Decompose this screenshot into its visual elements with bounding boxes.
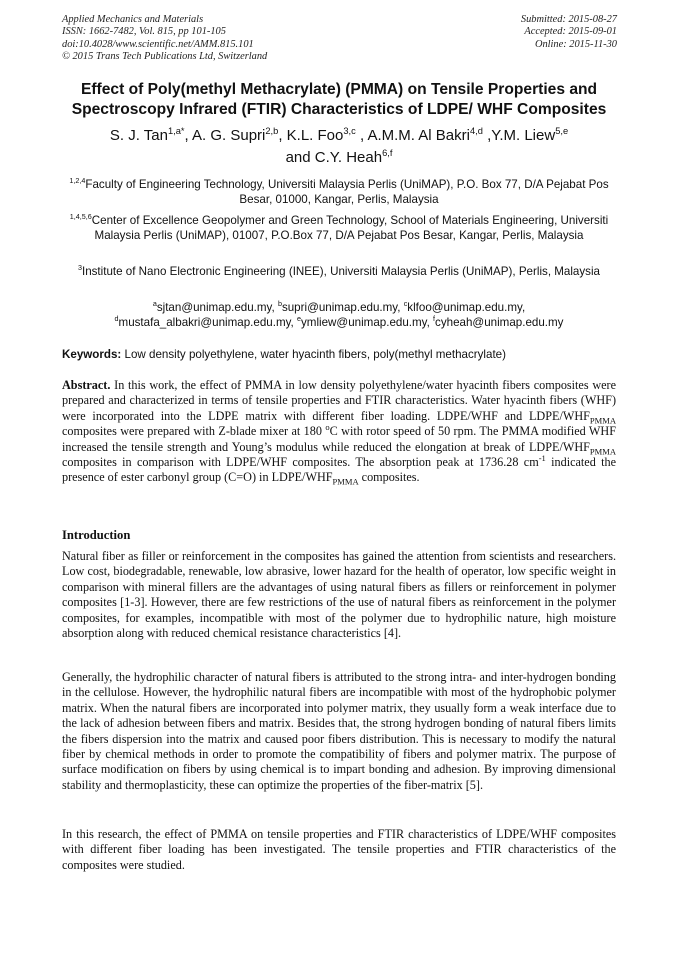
superscript: o bbox=[325, 422, 330, 433]
affiliation-2 bbox=[62, 213, 616, 244]
journal-issn: ISSN: 1662-7482, Vol. 815, pp 101-105 bbox=[62, 26, 226, 38]
abstract-text: indicated the presence of ester carbonyl group (C=O) in LDPE/WHF bbox=[62, 455, 616, 485]
email-link[interactable]: supri@unimap.edu.my, bbox=[281, 301, 404, 314]
author-name: and C.Y. Heah bbox=[285, 149, 383, 166]
author-affiliation-mark: 5,e bbox=[555, 126, 569, 136]
email-mark: a bbox=[152, 299, 157, 309]
affiliation-mark: 3 bbox=[77, 263, 82, 273]
abstract-text: In this work, the effect of PMMA in low density polyethylene/water hyacinth fibers composites were prepared and characterized in terms of tensile properties and FTIR characteristics. Water hyacinth fibers (WHF) were incorporated into the LDPE matrix with different fiber loading. LDPE/WHF and LDPE/WHF bbox=[62, 378, 616, 423]
email-mark: f bbox=[433, 314, 436, 324]
affiliation-1 bbox=[62, 177, 616, 208]
dates-header bbox=[521, 14, 617, 51]
author-affiliation-mark: 4,d bbox=[469, 126, 483, 136]
author-affiliation-mark: 3,c bbox=[343, 126, 356, 136]
affiliation-text: Faculty of Engineering Technology, Universiti Malaysia Perlis (UniMAP), P.O. Box 77, D/A Pejabat Pos Besar, 01000, Kangar, Perlis, Malaysia bbox=[85, 178, 609, 207]
subscript: PMMA bbox=[332, 476, 359, 487]
email-link[interactable]: sjtan@unimap.edu.my, bbox=[156, 301, 278, 314]
introduction-heading: Introduction bbox=[62, 528, 131, 542]
keywords-line bbox=[62, 347, 616, 362]
author-affiliation-mark: 2,b bbox=[265, 126, 279, 136]
paper-title: Effect of Poly(methyl Methacrylate) (PMMA) on Tensile Properties and Spectroscopy Infrared (FTIR) Characteristics of LDPE/ WHF Composites bbox=[71, 81, 607, 118]
email-mark: b bbox=[277, 299, 282, 309]
email-mark: d bbox=[114, 314, 119, 324]
journal-doi: doi:10.4028/www.scientific.net/AMM.815.101 bbox=[62, 38, 254, 50]
email-mark: e bbox=[297, 314, 301, 324]
intro-paragraph-2: Generally, the hydrophilic character of natural fibers is attributed to the strong intra- and inter-hydrogen bonding in the cellulose. However, the hydrophilic natural fibers are incompatible with most of the hydrophobic polymer matrix. When the natural fibers are incorporated into polymer matrix, they usually form a weak interface due to the lack of adhesion between fibers and matrix. Besides that, the strong hydrogen bonding of natural fibers limits the fibers dispersion into the matrix and caused poor fibers distribution. This is necessary to modify the natural fiber by chemical methods in order to promote the compatibility of fibers and polymer matrix. The purpose of surface modification on fibers by using chemical is to impart bonding and adhesion. By improving dimensional stability and thermoplasticity, these can optimize the properties of the fiber-matrix [5]. bbox=[62, 670, 616, 792]
abstract-text: composites. bbox=[358, 470, 420, 485]
online-date: Online: 2015-11-30 bbox=[534, 38, 617, 50]
abstract bbox=[62, 378, 616, 486]
email-list bbox=[62, 300, 616, 331]
abstract-text: C with rotor speed of 50 rpm. The PMMA modified WHF increased the tensile strength and Young’s modulus while reduced the elongation at break of LDPE/WHF bbox=[62, 424, 616, 454]
subscript: PMMA bbox=[589, 415, 616, 426]
affiliation-mark: 1,2,4 bbox=[69, 176, 86, 186]
email-link[interactable]: ymliew@unimap.edu.my, bbox=[301, 316, 434, 330]
abstract-text: composites were prepared with Z-blade mixer at 180 bbox=[62, 424, 326, 439]
author-name: , A. G. Supri bbox=[184, 127, 266, 144]
author-name: , A.M.M. Al Bakri bbox=[355, 127, 470, 144]
journal-copyright: © 2015 Trans Tech Publications Ltd, Switzerland bbox=[62, 51, 268, 63]
affiliation-text: Institute of Nano Electronic Engineering (INEE), Universiti Malaysia Perlis (UniMAP), Perlis, Malaysia bbox=[81, 265, 601, 278]
intro-paragraph-3: In this research, the effect of PMMA on tensile properties and FTIR characteristics of LDPE/WHF composites with different fiber loading has been investigated. The tensile properties and FTIR characteristics of the composites were studied. bbox=[62, 827, 616, 872]
affiliation-mark: 1,4,5,6 bbox=[69, 212, 92, 222]
email-link[interactable]: klfoo@unimap.edu.my, bbox=[407, 301, 526, 314]
subscript: PMMA bbox=[589, 446, 616, 457]
email-link[interactable]: cyheah@unimap.edu.my bbox=[435, 316, 564, 330]
submitted-date: Submitted: 2015-08-27 bbox=[520, 14, 617, 25]
email-mark: c bbox=[403, 299, 408, 309]
author-affiliation-mark: 1,a* bbox=[167, 126, 185, 136]
author-name: ,Y.M. Liew bbox=[482, 127, 556, 144]
author-name: S. J. Tan bbox=[109, 127, 168, 144]
journal-name: Applied Mechanics and Materials bbox=[62, 14, 204, 25]
author-affiliation-mark: 6,f bbox=[382, 148, 393, 158]
author-list bbox=[40, 125, 638, 169]
email-link[interactable]: mustafa_albakri@unimap.edu.my, bbox=[118, 316, 297, 330]
abstract-label: Abstract. bbox=[62, 378, 111, 392]
affiliation-3 bbox=[62, 264, 616, 279]
accepted-date: Accepted: 2015-09-01 bbox=[524, 26, 617, 38]
intro-paragraph-1: Natural fiber as filler or reinforcement in the composites has gained the attention from scientists and researchers. Low cost, biodegradable, renewable, low abrasive, lower hazard for the health of operator, low specific weight in comparison with mineral fillers are the advantages of using natural fibers as fillers or reinforcement in polymer composites [1-3]. However, there are few restrictions of the use of natural fibers as reinforcement in the polymer composites, for examples, incompatible with most of the polymer due to hydrophilic nature, high moisture absorption along with reduced chemical resistance characteristics [4]. bbox=[62, 549, 616, 641]
keywords-label: Keywords: bbox=[62, 348, 122, 361]
affiliation-text: Center of Excellence Geopolymer and Green Technology, School of Materials Engineering, Universiti Malaysia Perlis (UniMAP), 01007, P.O.Box 77, D/A Pejabat Pos Besar, Kangar, Perlis, Malaysia bbox=[91, 214, 609, 243]
keywords-text: Low density polyethylene, water hyacinth fibers, poly(methyl methacrylate) bbox=[121, 348, 506, 361]
author-name: , K.L. Foo bbox=[278, 127, 344, 144]
superscript: -1 bbox=[538, 452, 546, 463]
journal-header bbox=[62, 14, 267, 64]
abstract-text: composites in comparison with LDPE/WHF composites. The absorption peak at 1736.28 cm bbox=[62, 455, 539, 470]
